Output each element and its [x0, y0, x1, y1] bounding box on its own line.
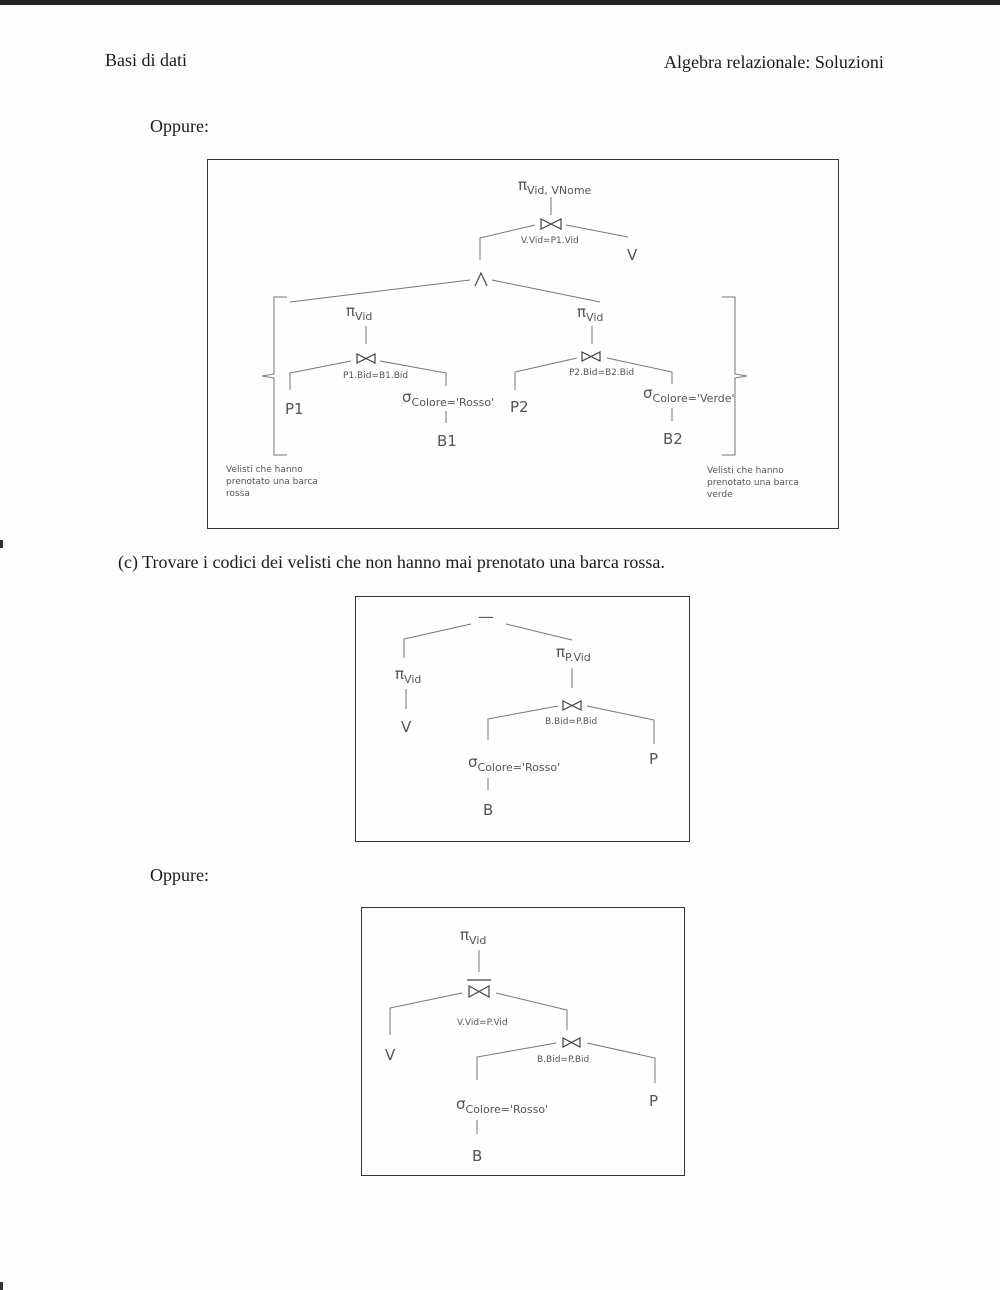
join-condition: V.Vid=P1.Vid [521, 236, 579, 246]
header-left: Basi di dati [105, 50, 187, 70]
diagram-1-tree [226, 176, 802, 500]
antijoin-icon [469, 986, 489, 997]
difference-symbol: — [478, 607, 494, 626]
selection-symbol: $\sigma_{Colore='Rosso'}$ [468, 753, 561, 774]
note-left: Velisti che hanno prenotato una barca rossa [226, 465, 318, 499]
join-condition: B.Bid=P.Bid [537, 1055, 590, 1065]
projection-symbol: $\pi_{Vid}$ [460, 926, 487, 947]
question-c: (c) Trovare i codici dei velisti che non hanno mai prenotato una barca rossa. [118, 552, 665, 572]
relation-b2: B2 [663, 430, 683, 448]
header-right: Algebra relazionale: Soluzioni [664, 52, 884, 72]
join-icon [563, 701, 581, 710]
selection-symbol: $\sigma_{Colore='Rosso'}$ [402, 388, 495, 409]
oppure-label: Oppure: [150, 116, 209, 136]
note-right: Velisti che hanno prenotato una barca verde [707, 466, 799, 500]
projection-symbol: $\pi_{P.Vid}$ [556, 643, 591, 664]
intersection-icon [475, 273, 487, 286]
relation-p2: P2 [510, 398, 529, 416]
join-icon [563, 1038, 580, 1047]
join-icon [357, 354, 375, 363]
join-condition: B.Bid=P.Bid [545, 717, 598, 727]
antijoin-condition: V.Vid=P.Vid [457, 1018, 508, 1028]
relation-b1: B1 [437, 432, 457, 450]
selection-symbol: $\sigma_{Colore='Verde'}$ [643, 384, 735, 405]
join-condition: P2.Bid=B2.Bid [569, 368, 635, 378]
join-icon [582, 352, 600, 361]
relation-v: V [401, 718, 412, 736]
projection-symbol: $\pi_{Vid}$ [346, 302, 373, 323]
relation-p1: P1 [285, 400, 304, 418]
relation-v: V [385, 1046, 396, 1064]
projection-symbol: $\pi_{Vid}$ [577, 303, 604, 324]
projection-symbol: $\pi_{Vid, VNome}$ [518, 176, 592, 197]
selection-symbol: $\sigma_{Colore='Rosso'}$ [456, 1095, 549, 1116]
diagram-2-tree [395, 607, 658, 819]
diagram-3-tree [385, 926, 658, 1165]
relation-p: P [649, 1092, 659, 1110]
oppure-label: Oppure: [150, 865, 209, 885]
left-brace [262, 297, 287, 455]
relation-b: B [472, 1147, 483, 1165]
join-condition: P1.Bid=B1.Bid [343, 371, 409, 381]
relation-p: P [649, 750, 659, 768]
right-brace [722, 297, 747, 455]
projection-symbol: $\pi_{Vid}$ [395, 665, 422, 686]
relation-v: V [627, 246, 638, 264]
relation-b: B [483, 801, 494, 819]
join-icon [541, 219, 561, 229]
